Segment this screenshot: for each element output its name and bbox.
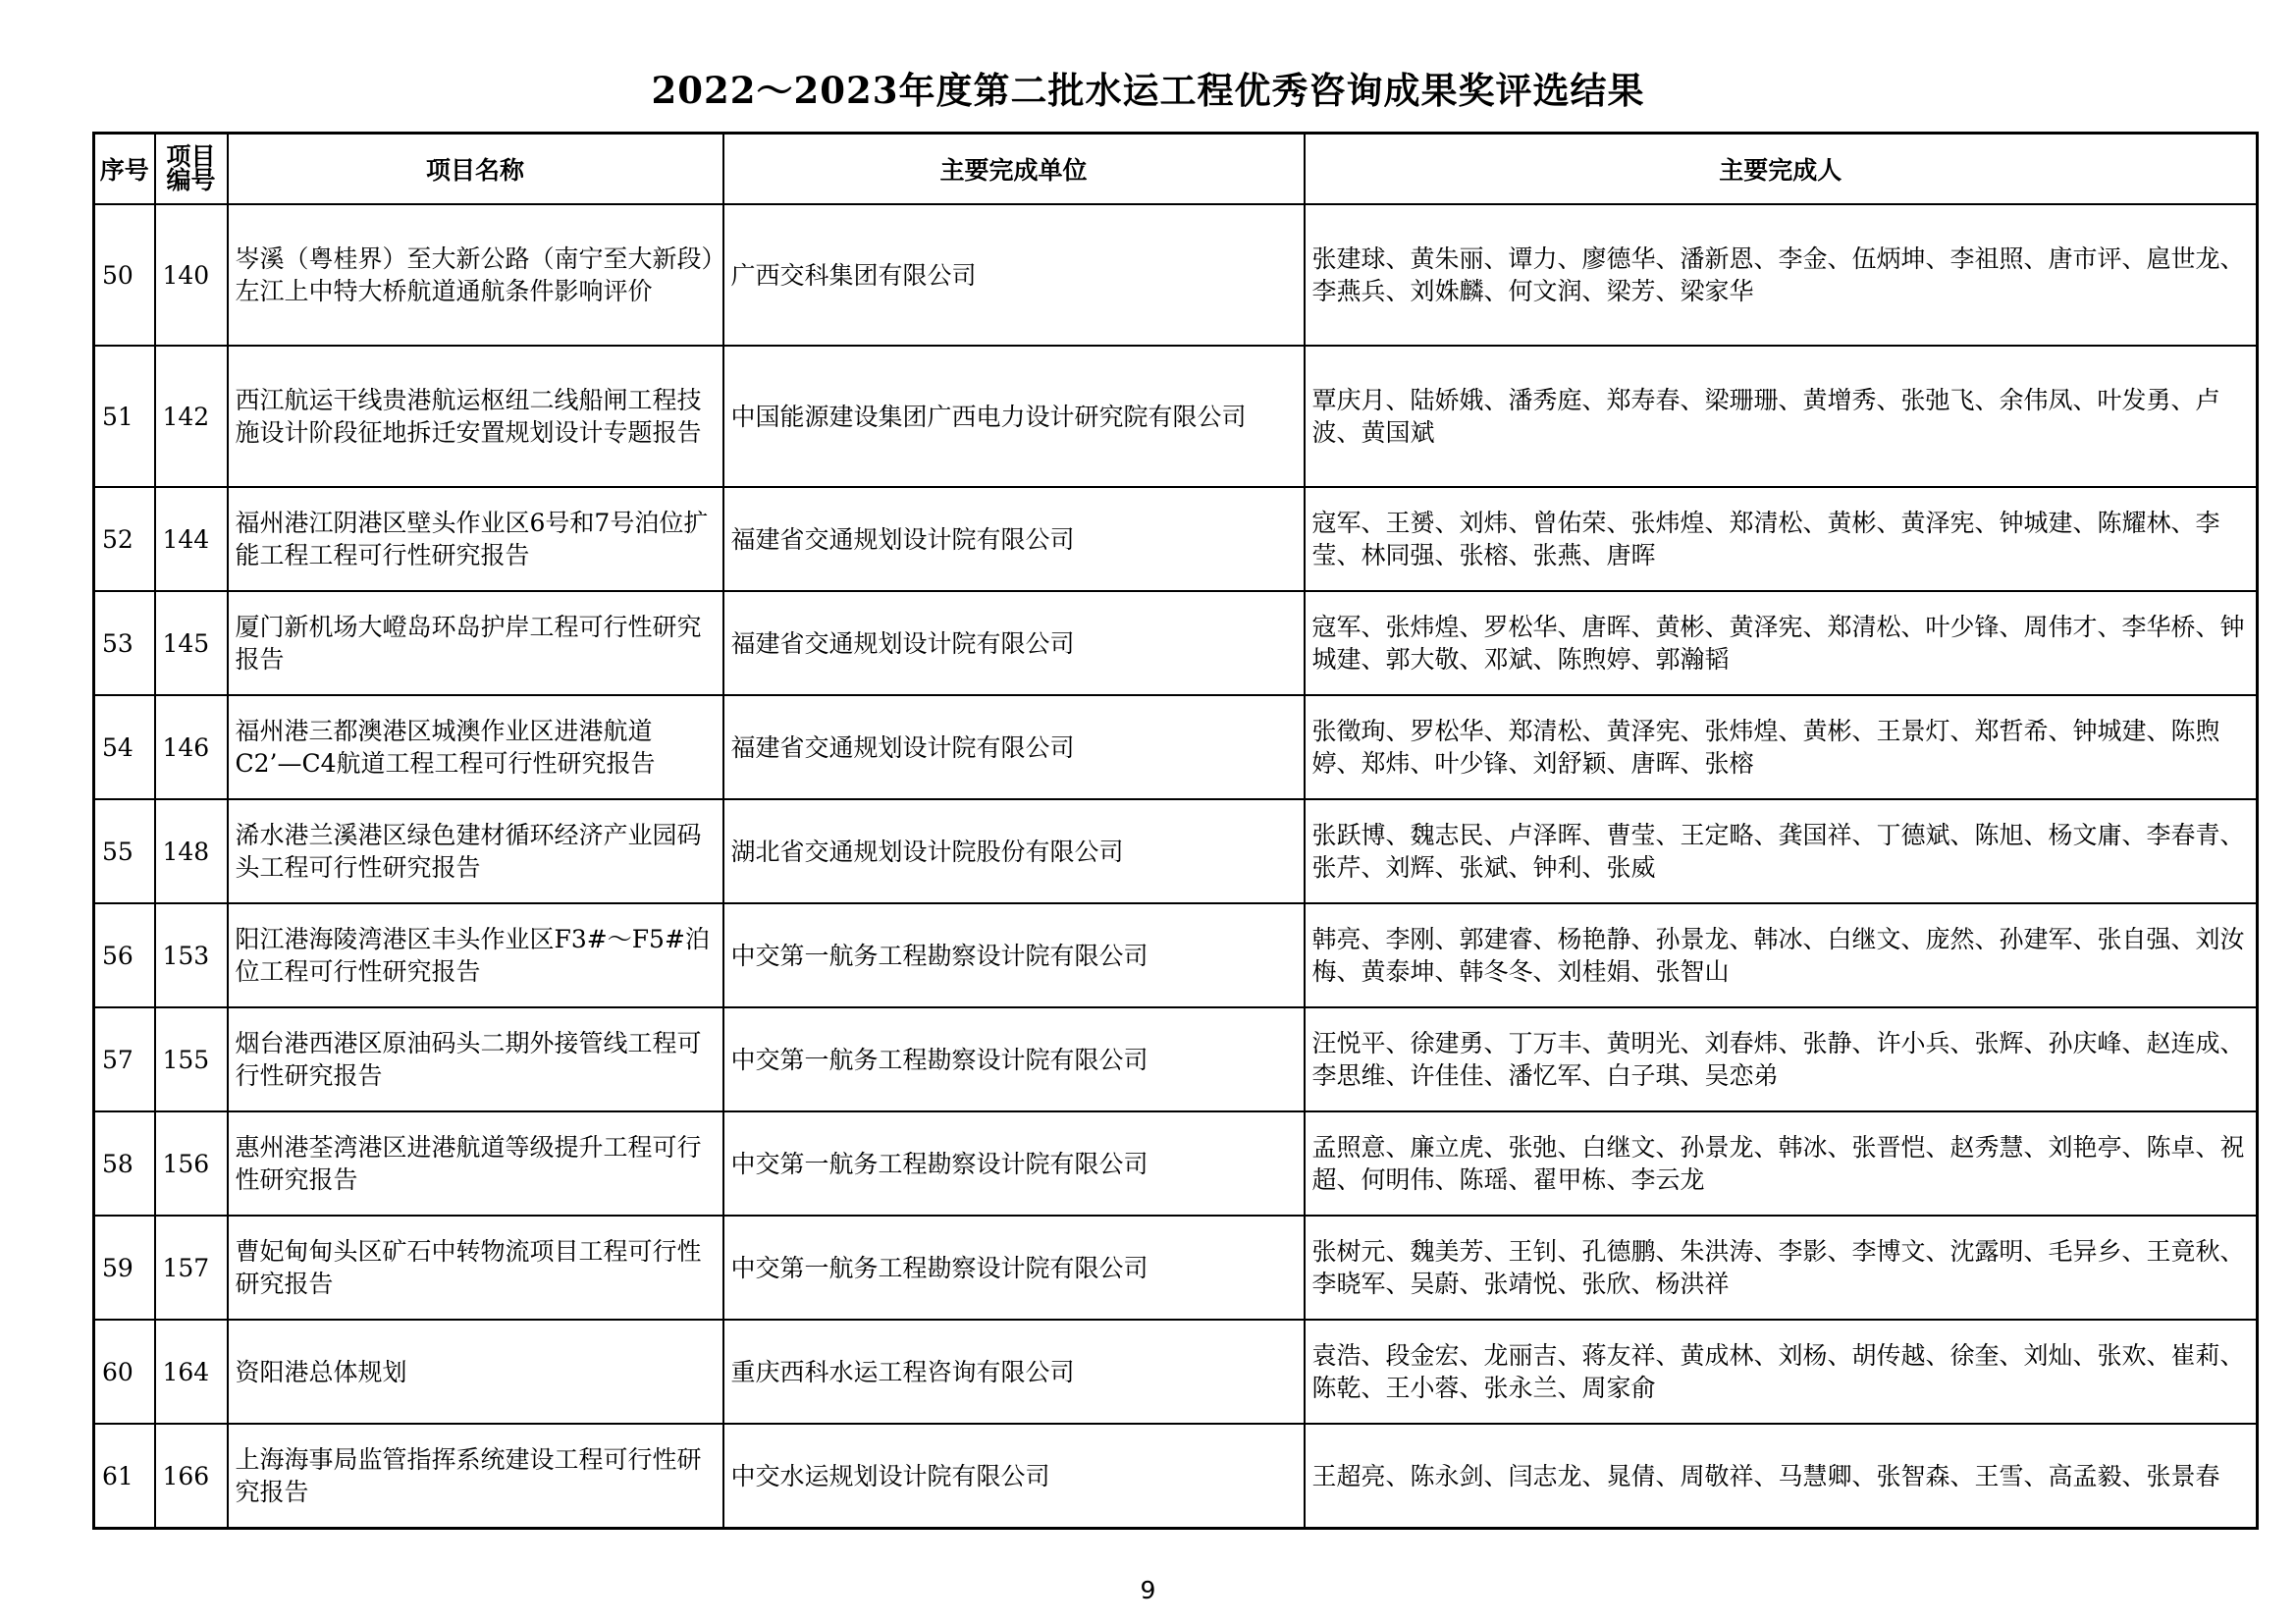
row-num: 61	[94, 1424, 155, 1529]
row-unit: 中国能源建设集团广西电力设计研究院有限公司	[723, 346, 1305, 487]
table-row	[94, 695, 2258, 799]
table-row	[94, 204, 2258, 346]
header-code-line2: 编号	[166, 166, 216, 194]
row-unit: 中交第一航务工程勘察设计院有限公司	[723, 903, 1305, 1007]
row-unit: 中交第一航务工程勘察设计院有限公司	[723, 1216, 1305, 1320]
row-unit: 湖北省交通规划设计院股份有限公司	[723, 799, 1305, 903]
row-unit: 中交第一航务工程勘察设计院有限公司	[723, 1111, 1305, 1216]
table-row	[94, 591, 2258, 695]
row-num: 60	[94, 1320, 155, 1424]
header-code	[155, 134, 228, 205]
row-num: 50	[94, 204, 155, 346]
row-unit: 福建省交通规划设计院有限公司	[723, 591, 1305, 695]
row-people: 王超亮、陈永剑、闫志龙、晁倩、周敬祥、马慧卿、张智森、王雪、高孟毅、张景春	[1305, 1424, 2258, 1529]
header-people: 主要完成人	[1305, 134, 2258, 205]
row-code: 155	[155, 1007, 228, 1111]
row-code: 153	[155, 903, 228, 1007]
row-num: 53	[94, 591, 155, 695]
row-code: 144	[155, 487, 228, 591]
row-project: 西江航运干线贵港航运枢纽二线船闸工程技施设计阶段征地拆迁安置规划设计专题报告	[228, 346, 723, 487]
row-unit: 福建省交通规划设计院有限公司	[723, 487, 1305, 591]
row-project: 曹妃甸甸头区矿石中转物流项目工程可行性研究报告	[228, 1216, 723, 1320]
row-project: 福州港三都澳港区城澳作业区进港航道C2’—C4航道工程工程可行性研究报告	[228, 695, 723, 799]
row-code: 148	[155, 799, 228, 903]
row-code: 142	[155, 346, 228, 487]
row-unit: 重庆西科水运工程咨询有限公司	[723, 1320, 1305, 1424]
table-header-row	[94, 134, 2258, 205]
row-project: 浠水港兰溪港区绿色建材循环经济产业园码头工程可行性研究报告	[228, 799, 723, 903]
table-row	[94, 1424, 2258, 1529]
row-unit: 中交第一航务工程勘察设计院有限公司	[723, 1007, 1305, 1111]
table-row	[94, 346, 2258, 487]
row-people: 寇军、张炜煌、罗松华、唐晖、黄彬、黄泽宪、郑清松、叶少锋、周伟才、李华桥、钟城建、郭大敬、邓斌、陈煦婷、郭瀚韬	[1305, 591, 2258, 695]
row-people: 袁浩、段金宏、龙丽吉、蒋友祥、黄成林、刘杨、胡传越、徐奎、刘灿、张欢、崔莉、陈乾、王小蓉、张永兰、周家俞	[1305, 1320, 2258, 1424]
row-num: 56	[94, 903, 155, 1007]
row-project: 阳江港海陵湾港区丰头作业区F3#～F5#泊位工程可行性研究报告	[228, 903, 723, 1007]
row-project: 资阳港总体规划	[228, 1320, 723, 1424]
row-project: 烟台港西港区原油码头二期外接管线工程可行性研究报告	[228, 1007, 723, 1111]
row-code: 164	[155, 1320, 228, 1424]
row-people: 覃庆月、陆娇娥、潘秀庭、郑寿春、梁珊珊、黄增秀、张弛飞、余伟凤、叶发勇、卢波、黄国斌	[1305, 346, 2258, 487]
table-row	[94, 1320, 2258, 1424]
header-unit: 主要完成单位	[723, 134, 1305, 205]
row-num: 57	[94, 1007, 155, 1111]
header-project: 项目名称	[228, 134, 723, 205]
page-number: 9	[1140, 1576, 1156, 1604]
row-code: 146	[155, 695, 228, 799]
row-project: 上海海事局监管指挥系统建设工程可行性研究报告	[228, 1424, 723, 1529]
table-row	[94, 487, 2258, 591]
row-unit: 中交水运规划设计院有限公司	[723, 1424, 1305, 1529]
row-people: 寇军、王赟、刘炜、曾佑荣、张炜煌、郑清松、黄彬、黄泽宪、钟城建、陈耀林、李莹、林同强、张榕、张燕、唐晖	[1305, 487, 2258, 591]
row-num: 59	[94, 1216, 155, 1320]
row-project: 福州港江阴港区壁头作业区6号和7号泊位扩能工程工程可行性研究报告	[228, 487, 723, 591]
row-project: 厦门新机场大嶝岛环岛护岸工程可行性研究报告	[228, 591, 723, 695]
row-people: 汪悦平、徐建勇、丁万丰、黄明光、刘春炜、张静、许小兵、张辉、孙庆峰、赵连成、李思维、许佳佳、潘忆军、白子琪、吴恋弟	[1305, 1007, 2258, 1111]
row-code: 166	[155, 1424, 228, 1529]
results-table	[92, 132, 2259, 1530]
row-code: 156	[155, 1111, 228, 1216]
row-people: 韩亮、李刚、郭建睿、杨艳静、孙景龙、韩冰、白继文、庞然、孙建军、张自强、刘汝梅、黄泰坤、韩冬冬、刘桂娟、张智山	[1305, 903, 2258, 1007]
row-project: 岑溪（粤桂界）至大新公路（南宁至大新段）左江上中特大桥航道通航条件影响评价	[228, 204, 723, 346]
header-num: 序号	[94, 134, 155, 205]
row-num: 55	[94, 799, 155, 903]
table-row	[94, 1216, 2258, 1320]
header-code-line1: 项目	[166, 142, 216, 171]
table-row	[94, 1111, 2258, 1216]
table-row	[94, 799, 2258, 903]
row-num: 54	[94, 695, 155, 799]
row-people: 张建球、黄朱丽、谭力、廖德华、潘新恩、李金、伍炳坤、李祖照、唐市评、扈世龙、李燕兵、刘姝麟、何文润、梁芳、梁家华	[1305, 204, 2258, 346]
table-row	[94, 903, 2258, 1007]
row-unit: 福建省交通规划设计院有限公司	[723, 695, 1305, 799]
row-people: 张树元、魏美芳、王钊、孔德鹏、朱洪涛、李影、李博文、沈露明、毛异乡、王竟秋、李晓军、吴蔚、张靖悦、张欣、杨洪祥	[1305, 1216, 2258, 1320]
row-code: 145	[155, 591, 228, 695]
row-code: 157	[155, 1216, 228, 1320]
table-row	[94, 1007, 2258, 1111]
row-project: 惠州港荃湾港区进港航道等级提升工程可行性研究报告	[228, 1111, 723, 1216]
row-people: 张徵珣、罗松华、郑清松、黄泽宪、张炜煌、黄彬、王景灯、郑哲希、钟城建、陈煦婷、郑炜、叶少锋、刘舒颖、唐晖、张榕	[1305, 695, 2258, 799]
row-code: 140	[155, 204, 228, 346]
row-unit: 广西交科集团有限公司	[723, 204, 1305, 346]
row-num: 51	[94, 346, 155, 487]
row-people: 孟照意、廉立虎、张弛、白继文、孙景龙、韩冰、张晋恺、赵秀慧、刘艳亭、陈卓、祝超、何明伟、陈瑶、翟甲栋、李云龙	[1305, 1111, 2258, 1216]
row-people: 张跃博、魏志民、卢泽晖、曹莹、王定略、龚国祥、丁德斌、陈旭、杨文庸、李春青、张芹、刘辉、张斌、钟利、张威	[1305, 799, 2258, 903]
row-num: 58	[94, 1111, 155, 1216]
page-title: 2022～2023年度第二批水运工程优秀咨询成果奖评选结果	[651, 69, 1645, 112]
row-num: 52	[94, 487, 155, 591]
